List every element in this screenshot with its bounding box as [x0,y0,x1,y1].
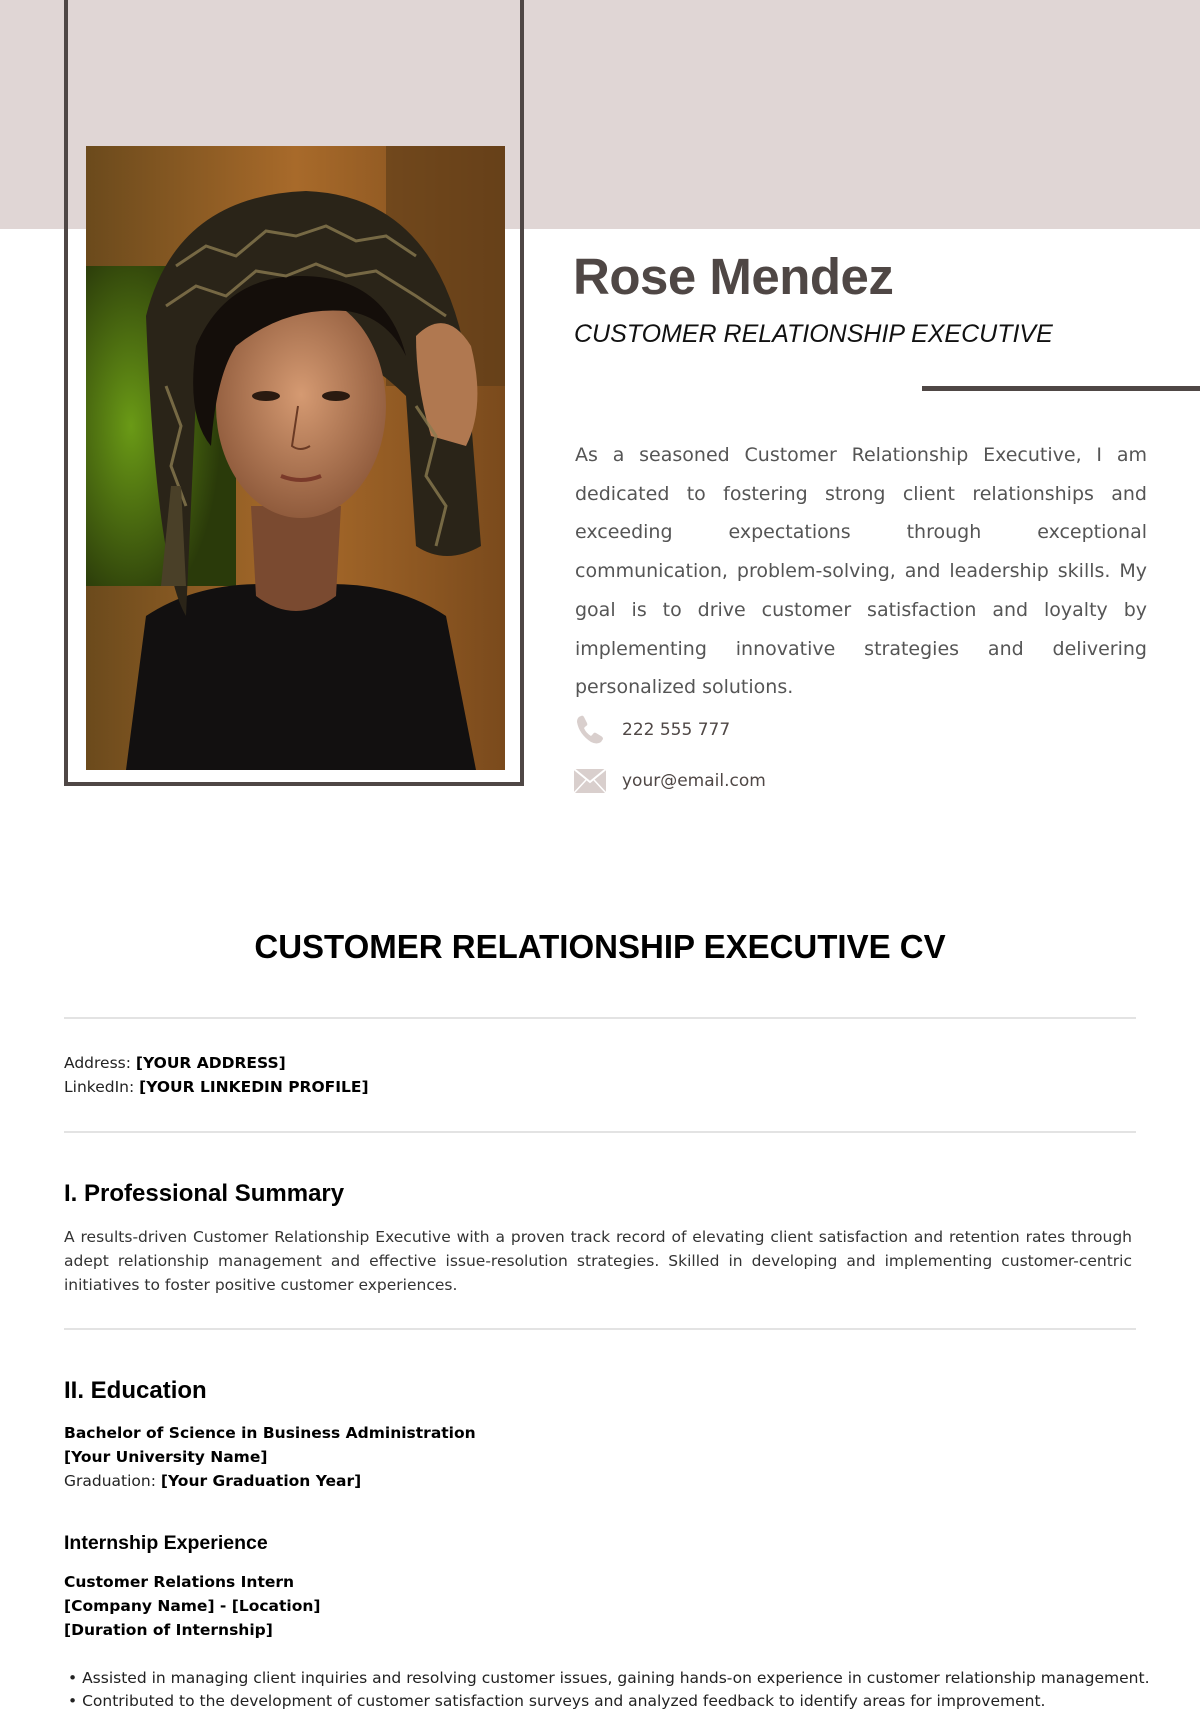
job-title: CUSTOMER RELATIONSHIP EXECUTIVE [574,320,1053,348]
summary-heading: I. Professional Summary [64,1180,345,1207]
divider [64,1328,1136,1330]
email-row [573,764,766,798]
internship-company: [Company Name] - [Location] [64,1597,321,1615]
envelope-icon [573,764,607,798]
list-item: • Contributed to the development of customer satisfaction surveys and analyzed feedback to identify areas for improvement. [68,1692,1046,1710]
linkedin-value: [YOUR LINKEDIN PROFILE] [139,1078,369,1096]
cv-title: CUSTOMER RELATIONSHIP EXECUTIVE CV [254,928,946,965]
linkedin-row [64,1078,369,1096]
intro-paragraph: As a seasoned Customer Relationship Executive, I am dedicated to fostering strong client relationships and exceeding expectations through exceptional communication, problem-solving, and leadership skills. My goal is to drive customer satisfaction and loyalty by implementing innovative strategies and delivering personalized solutions. [575,444,1147,699]
email-address: your@email.com [622,771,766,791]
list-item: • Assisted in managing client inquiries and resolving customer issues, gaining hands-on experience in customer relationship management. [68,1669,1150,1687]
address-row [64,1054,286,1072]
education-heading: II. Education [64,1377,207,1404]
graduation-value: [Your Graduation Year] [160,1472,362,1490]
profile-photo [86,146,505,770]
accent-divider [922,386,1200,391]
internship-role: Customer Relations Intern [64,1573,295,1591]
address-label: Address: [64,1054,131,1072]
degree: Bachelor of Science in Business Administration [64,1424,476,1442]
phone-icon [573,713,607,747]
internship-heading: Internship Experience [64,1532,268,1554]
graduation-label: Graduation: [64,1472,156,1490]
summary-text: A results-driven Customer Relationship Executive with a proven track record of elevating client satisfaction and retention rates through adept relationship management and effective issue-resolution strategies. Skilled in developing and implementing customer-centric initiatives to foster positive customer experiences. [64,1228,1132,1294]
divider [64,1017,1136,1019]
linkedin-label: LinkedIn: [64,1078,135,1096]
divider [64,1131,1136,1133]
university: [Your University Name] [64,1448,268,1466]
phone-row [573,713,730,747]
graduation-row [64,1472,361,1490]
phone-number: 222 555 777 [622,720,731,740]
address-value: [YOUR ADDRESS] [135,1054,286,1072]
candidate-name: Rose Mendez [573,248,894,305]
internship-duration: [Duration of Internship] [64,1621,273,1639]
